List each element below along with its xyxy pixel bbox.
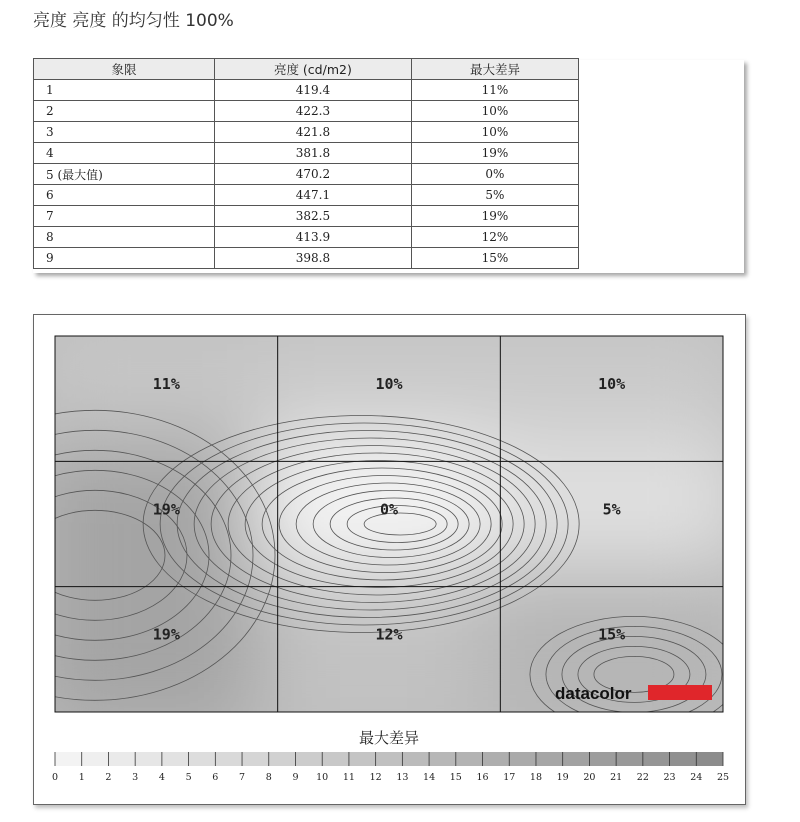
legend-tick-label: 3: [132, 772, 139, 783]
legend-swatch: [162, 752, 189, 766]
cell-value-label: 12%: [375, 625, 403, 644]
cell-luminance: 470.2: [214, 164, 411, 185]
legend-tick-label: 1: [78, 772, 85, 783]
header-quadrant: 象限: [34, 59, 215, 80]
legend-tick-label: 17: [503, 772, 516, 783]
legend-swatch: [402, 752, 429, 766]
cell-quadrant: 3: [34, 122, 215, 143]
legend-tick-label: 9: [292, 772, 299, 783]
cell-max-diff: 0%: [411, 164, 578, 185]
legend-swatch: [82, 752, 109, 766]
legend-tick-label: 23: [663, 772, 676, 783]
legend-tick-label: 19: [556, 772, 569, 783]
legend-swatch: [349, 752, 376, 766]
legend-tick-label: 2: [105, 772, 112, 783]
cell-value-label: 5%: [602, 500, 621, 519]
cell-luminance: 398.8: [214, 248, 411, 269]
cell-value-label: 10%: [598, 375, 626, 393]
cell-value-label: 19%: [152, 500, 180, 519]
legend-swatch: [483, 752, 510, 766]
legend-swatch: [215, 752, 242, 766]
legend-tick-label: 24: [690, 772, 703, 783]
legend-tick-label: 7: [239, 772, 246, 783]
legend-swatch: [269, 752, 296, 766]
cell-quadrant: 1: [34, 80, 215, 101]
legend-swatch: [108, 752, 135, 766]
cell-max-diff: 5%: [411, 185, 578, 206]
cell-max-diff: 12%: [411, 227, 578, 248]
cell-max-diff: 10%: [411, 101, 578, 122]
cell-quadrant: 6: [34, 185, 215, 206]
cell-quadrant: 9: [34, 248, 215, 269]
legend-swatch: [696, 752, 723, 766]
legend-swatch: [429, 752, 456, 766]
cell-luminance: 413.9: [214, 227, 411, 248]
cell-luminance: 419.4: [214, 80, 411, 101]
page-title: 亮度 亮度 的均匀性 100%: [33, 11, 234, 31]
legend-swatch: [322, 752, 349, 766]
cell-luminance: 447.1: [214, 185, 411, 206]
legend-tick-label: 6: [212, 772, 219, 783]
legend-swatch: [242, 752, 269, 766]
legend-swatch: [563, 752, 590, 766]
legend-tick-label: 0: [51, 772, 59, 783]
legend-swatch: [643, 752, 670, 766]
legend-swatch: [376, 752, 403, 766]
heatmap-cell: [480, 567, 743, 732]
cell-value-label: 10%: [375, 375, 403, 393]
legend-tick-label: 22: [636, 772, 649, 783]
cell-value-label: 0%: [379, 500, 399, 519]
cell-value-label: 11%: [152, 375, 180, 393]
cell-value-label: 19%: [152, 625, 180, 644]
cell-max-diff: 10%: [411, 122, 578, 143]
legend-tick-label: 15: [449, 772, 462, 783]
cell-quadrant: 4: [34, 143, 215, 164]
legend-swatch: [616, 752, 643, 766]
legend-swatch: [536, 752, 563, 766]
header-luminance: 亮度 (cd/m2): [214, 59, 411, 80]
cell-luminance: 381.8: [214, 143, 411, 164]
cell-luminance: 382.5: [214, 206, 411, 227]
cell-quadrant: 5 (最大值): [34, 164, 215, 185]
legend-tick-label: 12: [369, 772, 382, 783]
legend-swatch: [589, 752, 616, 766]
cell-max-diff: 19%: [411, 206, 578, 227]
cell-quadrant: 2: [34, 101, 215, 122]
datacolor-logo-text: datacolor: [555, 684, 632, 703]
cell-max-diff: 15%: [411, 248, 578, 269]
legend-tick-label: 4: [158, 772, 165, 783]
cell-max-diff: 11%: [411, 80, 578, 101]
legend-swatch: [55, 752, 82, 766]
legend-swatch: [135, 752, 162, 766]
legend-tick-label: 25: [716, 772, 730, 783]
legend-tick-label: 20: [583, 772, 596, 783]
header-max-diff: 最大差异: [411, 59, 578, 80]
legend-tick-label: 14: [423, 772, 436, 783]
legend-tick-label: 8: [265, 772, 272, 783]
cell-luminance: 421.8: [214, 122, 411, 143]
legend-tick-label: 16: [476, 772, 489, 783]
cell-quadrant: 8: [34, 227, 215, 248]
legend-swatch: [295, 752, 322, 766]
legend-tick-label: 21: [610, 772, 623, 783]
cell-luminance: 422.3: [214, 101, 411, 122]
legend-swatch: [509, 752, 536, 766]
cell-value-label: 15%: [598, 625, 626, 644]
legend-tick-label: 11: [342, 772, 355, 783]
legend-tick-label: 18: [529, 772, 543, 783]
legend-title: 最大差异: [358, 729, 420, 747]
cell-max-diff: 19%: [411, 143, 578, 164]
datacolor-logo-bar: [648, 685, 712, 700]
cell-quadrant: 7: [34, 206, 215, 227]
legend-swatch: [189, 752, 216, 766]
legend-tick-label: 10: [316, 772, 329, 783]
legend-swatch: [456, 752, 483, 766]
legend-tick-label: 13: [396, 772, 409, 783]
legend-tick-label: 5: [185, 772, 192, 783]
legend-swatch: [670, 752, 697, 766]
